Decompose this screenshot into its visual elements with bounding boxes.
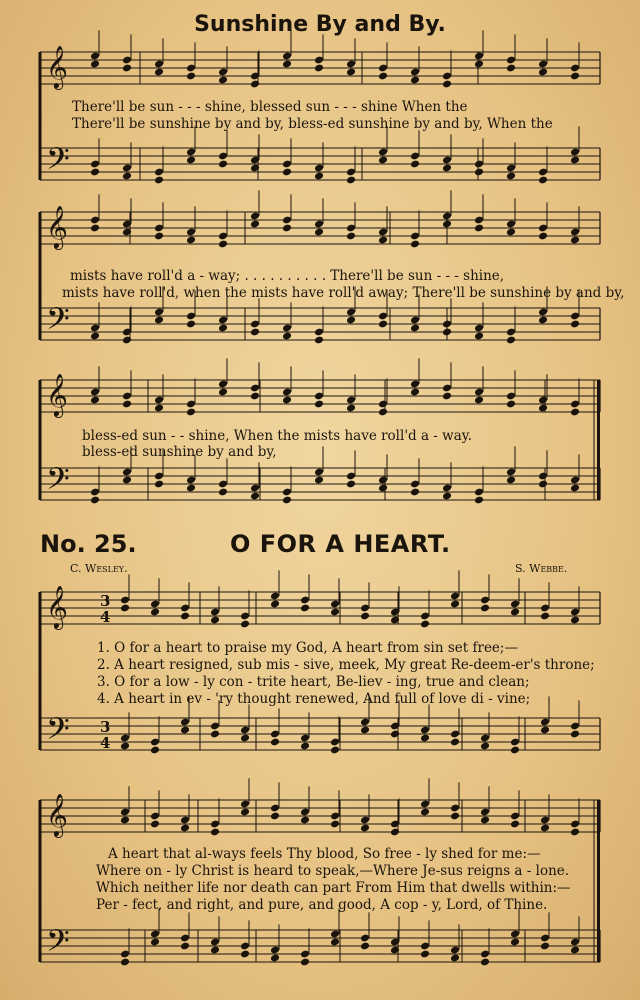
svg-text:𝄞: 𝄞: [46, 793, 68, 837]
hymn-number: No. 25.: [40, 530, 137, 558]
verse-line: 4. A heart in ev - 'ry thought renewed, And full of love di - vine;: [97, 691, 531, 707]
verse-line: Which neither life nor death can part From Him that dwells within:—: [96, 880, 571, 896]
verse-line: 3. O for a low - ly con - trite heart, Be-liev - ing, true and clean;: [97, 674, 530, 690]
verse-line: A heart that al-ways feels Thy blood, So free - ly shed for me:—: [108, 846, 541, 862]
svg-text:3: 3: [100, 718, 111, 736]
svg-text:𝄢: 𝄢: [46, 301, 70, 345]
svg-text:𝄞: 𝄞: [46, 585, 68, 629]
verse-line: Per - fect, and right, and pure, and good, A cop - y, Lord, of Thine.: [96, 897, 548, 913]
verse-line: Where on - ly Christ is heard to speak,—Where Je-sus reigns a - lone.: [96, 863, 570, 879]
author-credit: C. Wesley.: [70, 562, 128, 575]
verse-line: 2. A heart resigned, sub mis - sive, meek, My great Re-deem-er's throne;: [97, 657, 595, 673]
svg-text:𝄢: 𝄢: [46, 141, 70, 185]
svg-text:𝄢: 𝄢: [46, 711, 70, 755]
verse-line: 1. O for a heart to praise my God, A heart from sin set free;—: [97, 640, 518, 656]
svg-text:𝄞: 𝄞: [46, 373, 68, 417]
lyric-line: mists have roll'd, when the mists have roll'd away; There'll be sunshine by and by,: [62, 285, 625, 301]
lyric-line: There'll be sun - - - shine, blessed sun - - - shine When the: [72, 99, 468, 115]
lyric-line: bless-ed sunshine by and by,: [82, 444, 277, 460]
lyric-line: mists have roll'd a - way; . . . . . . . . . . There'll be sun - - - shine,: [70, 268, 505, 284]
song-title: Sunshine By and By.: [194, 12, 446, 37]
svg-text:4: 4: [100, 608, 111, 626]
lyric-line: bless-ed sun - - shine, When the mists have roll'd a - way.: [82, 428, 472, 444]
svg-text:𝄢: 𝄢: [46, 461, 70, 505]
svg-text:𝄞: 𝄞: [46, 45, 68, 89]
svg-text:4: 4: [100, 734, 111, 752]
svg-text:3: 3: [100, 592, 111, 610]
lyric-line: There'll be sunshine by and by, bless-ed sunshine by and by, When the: [72, 116, 553, 132]
song-title: O FOR A HEART.: [230, 530, 451, 558]
svg-text:𝄢: 𝄢: [46, 923, 70, 967]
composer-credit: S. Webbe.: [515, 562, 568, 575]
svg-text:𝄞: 𝄞: [46, 205, 68, 249]
